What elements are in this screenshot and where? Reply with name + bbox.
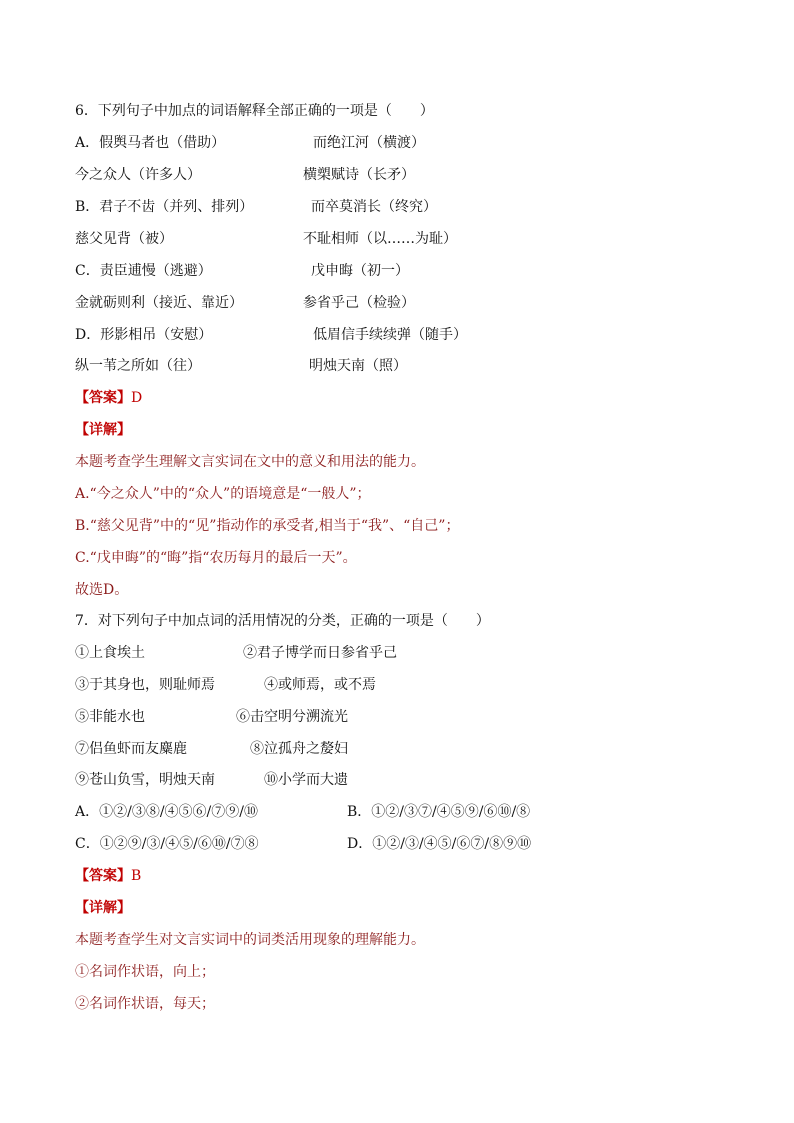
detail-line: 本题考查学生对文言实词中的词类活用现象的理解能力。 (75, 932, 425, 948)
q6-row-right: 低眉信手续续弹（随手） (313, 327, 467, 343)
q6-option-row (75, 133, 225, 153)
q6-row-left: 今之众人（许多人） (75, 167, 201, 183)
q6-row-right: 横槊赋诗（长矛） (303, 167, 415, 183)
detail-line: C.“戊申晦”的“晦”指“农历每月的最后一天”。 (75, 550, 357, 566)
q7-row-right: ⑧泣孤舟之嫠妇 (250, 741, 348, 757)
q6-row-right: 参省乎己（检验） (303, 295, 415, 311)
detail-line: 本题考查学生理解文言实词在文中的意义和用法的能力。 (75, 454, 425, 470)
detail-line: A.“今之众人”中的“众人”的语境意是“一般人”； (75, 486, 371, 502)
q6-row-right: 而卒莫消长（终究） (311, 199, 437, 215)
q7-row-left: ⑨苍山负雪，明烛天南 (75, 772, 215, 788)
q6-row-left: D．形影相吊（安慰） (75, 327, 213, 343)
q7-row-left: ⑦侣鱼虾而友麋鹿 (75, 741, 187, 757)
q7-option-left: C．①②⑨/③/④⑤/⑥⑩/⑦⑧ (75, 836, 259, 852)
q6-row-left: 慈父见背（被） (75, 231, 173, 247)
answer-label: 【答案】 (75, 868, 131, 884)
q6-row-right: 明烛天南（照） (309, 358, 407, 374)
q6-row-left: 纵一苇之所如（往） (75, 358, 201, 374)
q6-answer (75, 388, 142, 408)
q7-stem: 7．对下列句子中加点词的活用情况的分类，正确的一项是（ ） (75, 613, 490, 629)
detail-label: 【详解】 (75, 900, 131, 916)
q7-option-right: D．①②/③/④⑤/⑥⑦/⑧⑨⑩ (347, 836, 532, 852)
answer-label: 【答案】 (75, 390, 131, 406)
q6-row-left: C．责臣逋慢（逃避） (75, 263, 212, 279)
q6-row-left: B．君子不齿（并列、排列） (75, 199, 254, 215)
detail-line: ②名词作状语，每天； (75, 996, 215, 1012)
answer-value: B (131, 868, 142, 884)
q7-row-left: ①上食埃土 (75, 645, 145, 661)
detail-label: 【详解】 (75, 422, 131, 438)
q7-row-left: ③于其身也，则耻师焉 (75, 677, 215, 693)
q7-row-right: ④或师焉，或不焉 (264, 677, 376, 693)
q6-stem: 6．下列句子中加点的词语解释全部正确的一项是（ ） (75, 103, 434, 119)
q7-row-left: ⑤非能水也 (75, 709, 145, 725)
detail-line: ①名词作状语，向上； (75, 964, 215, 980)
q6-row-left: A．假舆马者也（借助） (75, 135, 226, 151)
q7-option-right: B．①②/③⑦/④⑤⑨/⑥⑩/⑧ (347, 804, 531, 820)
q6-row-right: 不耻相师（以……为耻） (303, 231, 457, 247)
detail-line: 故选D。 (75, 582, 129, 598)
q7-row-right: ⑩小学而大遗 (264, 772, 348, 788)
q7-row-right: ⑥击空明兮溯流光 (236, 709, 348, 725)
q7-option-left: A．①②/③⑧/④⑤⑥/⑦⑨/⑩ (75, 804, 258, 820)
answer-value: D (131, 390, 143, 406)
detail-line: B.“慈父见背”中的“见”指动作的承受者,相当于“我”、“自己”； (75, 518, 460, 534)
q7-answer (75, 866, 141, 886)
q7-row-right: ②君子博学而日参省乎己 (243, 645, 397, 661)
q6-row-right: 而绝江河（横渡） (313, 135, 425, 151)
q6-row-right: 戊申晦（初一） (311, 263, 409, 279)
q6-row-left: 金就砺则利（接近、靠近） (75, 295, 243, 311)
